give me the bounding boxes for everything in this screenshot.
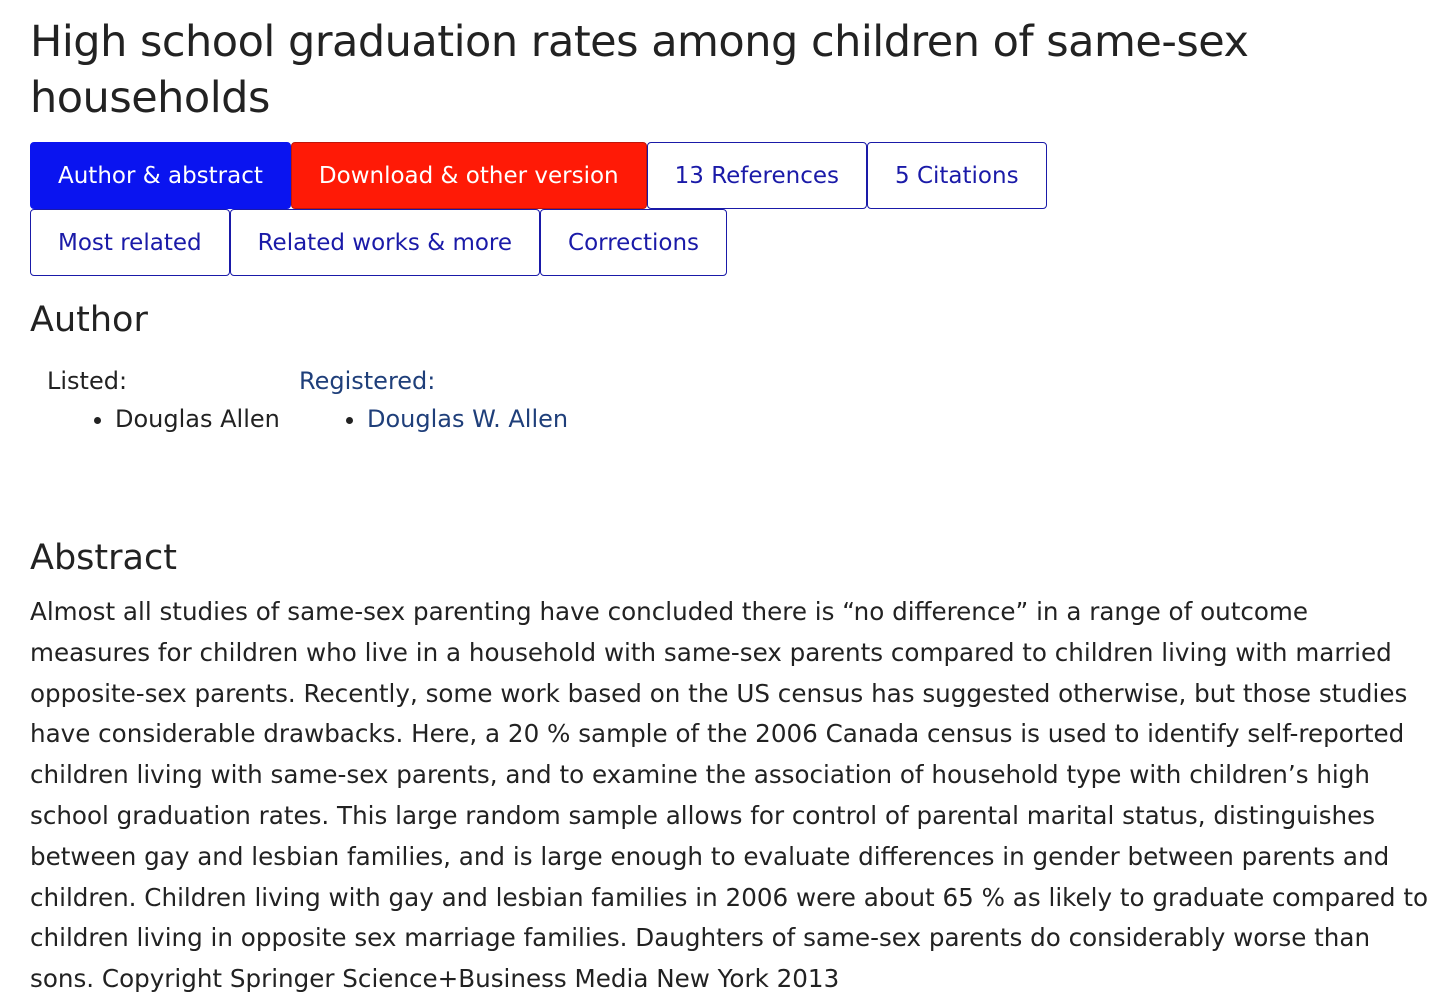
page: [30, 14, 1430, 1000]
tab-download[interactable]: Download & other version: [291, 142, 647, 209]
registered-authors: [299, 364, 568, 436]
tab-bar: [30, 142, 1230, 276]
tab-related-works[interactable]: Related works & more: [230, 209, 540, 276]
abstract-heading: Abstract: [30, 538, 177, 578]
tab-references[interactable]: 13 References: [647, 142, 867, 209]
listed-authors: [47, 364, 280, 436]
registered-author-link[interactable]: Douglas W. Allen: [367, 405, 569, 433]
page-title: High school graduation rates among children of same-sex households: [30, 17, 1249, 123]
tab-most-related[interactable]: Most related: [30, 209, 230, 276]
registered-author-list: [299, 402, 568, 436]
tab-corrections[interactable]: Corrections: [540, 209, 727, 276]
listed-author-item: • Douglas Allen: [115, 402, 280, 436]
listed-label: Listed:: [47, 367, 128, 395]
author-heading: Author: [30, 300, 148, 340]
registered-author-item: [367, 402, 568, 436]
tab-citations[interactable]: 5 Citations: [867, 142, 1047, 209]
listed-author-list: [47, 402, 280, 436]
tab-author-abstract[interactable]: Author & abstract: [30, 142, 291, 209]
author-section: [30, 364, 1430, 474]
registered-label[interactable]: Registered:: [299, 367, 436, 395]
abstract-text: Almost all studies of same-sex parenting have concluded there is “no difference” in a range of outcome measures for children who live in a household with same-sex parents compared to children living with married opposite-sex parents. Recently, some work based on the US census has suggested otherwise, but those studies have considerable drawbacks. Here, a 20 % sample of the 2006 Canada census is used to identify self-reported children living with same-sex parents, and to examine the association of household type with children’s high school graduation rates. This large random sample allows for control of parental marital status, distinguishes between gay and lesbian families, and is large enough to evaluate differences in gender between parents and children. Children living with gay and lesbian families in 2006 were about 65 % as likely to graduate compared to children living in opposite sex marriage families. Daughters of same-sex parents do considerably worse than sons. Copyright Springer Science+Business Media New York 2013: [30, 597, 1429, 994]
